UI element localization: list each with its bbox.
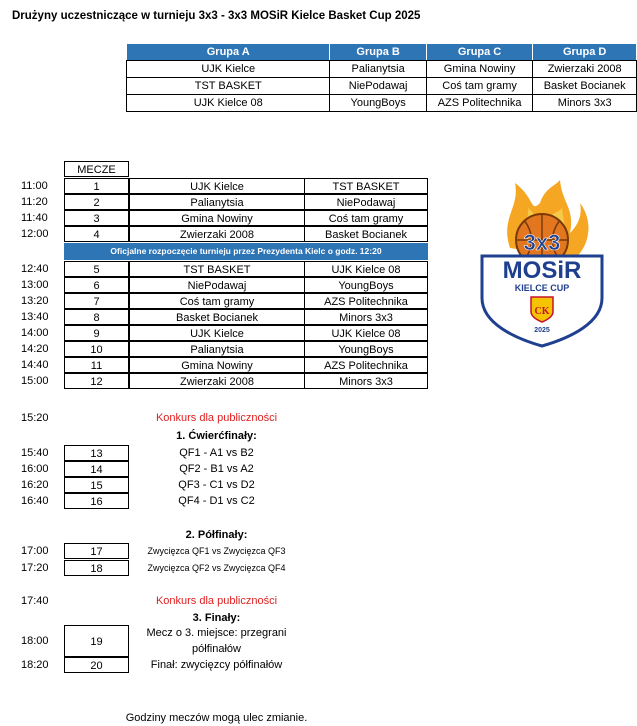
- match-away: AZS Politechnika: [304, 357, 428, 373]
- match-number: 20: [64, 657, 129, 673]
- match-away: Basket Bocianek: [304, 226, 428, 242]
- final-label-line2: półfinałów: [192, 643, 241, 655]
- group-cell: UJK Kielce 08: [127, 95, 330, 112]
- match-away: Minors 3x3: [304, 309, 428, 325]
- match-number: 2: [64, 194, 129, 210]
- quarterfinals-heading: 1. Ćwierćfinały:: [176, 430, 257, 442]
- groups-table: [126, 43, 637, 112]
- match-home: Gmina Nowiny: [129, 210, 305, 226]
- match-number: 17: [64, 543, 129, 559]
- match-home: UJK Kielce: [129, 325, 305, 341]
- match-number: 4: [64, 226, 129, 242]
- group-cell: YoungBoys: [330, 95, 426, 112]
- group-cell: NiePodawaj: [330, 78, 426, 95]
- match-number: 1: [64, 178, 129, 194]
- match-away: NiePodawaj: [304, 194, 428, 210]
- match-time: 13:40: [21, 311, 49, 323]
- match-time: 12:00: [21, 228, 49, 240]
- logo-text-kielce-cup: KIELCE CUP: [514, 283, 570, 293]
- match-time: 13:00: [21, 279, 49, 291]
- tournament-logo: [470, 178, 610, 348]
- match-home: Palianytsia: [129, 341, 305, 357]
- match-number: 15: [64, 477, 129, 493]
- match-number: 16: [64, 493, 129, 509]
- match-home: Zwierzaki 2008: [129, 373, 305, 389]
- quarterfinal-label: QF3 - C1 vs D2: [178, 479, 255, 491]
- match-number: 11: [64, 357, 129, 373]
- match-home: Coś tam gramy: [129, 293, 305, 309]
- finals-heading: 3. Finały:: [192, 612, 241, 624]
- match-away: TST BASKET: [304, 178, 428, 194]
- final-label-line1: Mecz o 3. miejsce: przegrani: [146, 627, 287, 639]
- match-home: UJK Kielce: [129, 178, 305, 194]
- semifinals-heading: 2. Półfinały:: [185, 529, 248, 541]
- semifinal-label: Zwycięzca QF1 vs Zwycięzca QF3: [147, 546, 286, 556]
- match-time: 11:20: [21, 196, 48, 208]
- match-time: 11:40: [21, 212, 48, 224]
- group-cell: AZS Politechnika: [426, 95, 533, 112]
- match-away: YoungBoys: [304, 341, 428, 357]
- match-time: 14:00: [21, 327, 49, 339]
- contest-time: 15:20: [21, 412, 49, 424]
- match-home: Basket Bocianek: [129, 309, 305, 325]
- page-title: Drużyny uczestniczące w turnieju 3x3 - 3x3 MOSiR Kielce Basket Cup 2025: [12, 10, 421, 22]
- group-cell: Zwierzaki 2008: [533, 61, 637, 78]
- match-number: 6: [64, 277, 129, 293]
- group-b-header: Grupa B: [330, 44, 426, 61]
- match-away: UJK Kielce 08: [304, 261, 428, 277]
- match-away: AZS Politechnika: [304, 293, 428, 309]
- match-home: Zwierzaki 2008: [129, 226, 305, 242]
- match-home: Gmina Nowiny: [129, 357, 305, 373]
- match-number: 13: [64, 445, 129, 461]
- groups-header-row: [127, 44, 637, 61]
- group-cell: UJK Kielce: [127, 61, 330, 78]
- group-cell: Minors 3x3: [533, 95, 637, 112]
- match-number: 12: [64, 373, 129, 389]
- match-time: 17:20: [21, 562, 49, 574]
- match-number: 8: [64, 309, 129, 325]
- match-time: 18:00: [21, 635, 49, 647]
- footer-note: Godziny meczów mogą ulec zmianie.: [125, 712, 308, 724]
- group-cell: Palianytsia: [330, 61, 426, 78]
- match-number: 7: [64, 293, 129, 309]
- match-home: NiePodawaj: [129, 277, 305, 293]
- quarterfinal-label: QF2 - B1 vs A2: [179, 463, 254, 475]
- match-time: 15:00: [21, 375, 49, 387]
- group-c-header: Grupa C: [426, 44, 533, 61]
- match-home: Palianytsia: [129, 194, 305, 210]
- logo-graphic: [470, 178, 610, 348]
- contest-time: 17:40: [21, 595, 49, 607]
- match-time: 14:20: [21, 343, 49, 355]
- group-cell: Gmina Nowiny: [426, 61, 533, 78]
- groups-row: [127, 61, 637, 78]
- group-cell: Coś tam gramy: [426, 78, 533, 95]
- opening-banner: Oficjalne rozpoczęcie turnieju przez Prezydenta Kielc o godz. 12:20: [64, 243, 428, 260]
- logo-text-mosir: MOSiR: [502, 257, 582, 284]
- match-time: 16:00: [21, 463, 49, 475]
- match-away: Coś tam gramy: [304, 210, 428, 226]
- match-number: 10: [64, 341, 129, 357]
- match-time: 17:00: [21, 545, 49, 557]
- groups-row: [127, 78, 637, 95]
- match-number: 18: [64, 560, 129, 576]
- match-home: TST BASKET: [129, 261, 305, 277]
- match-number: 3: [64, 210, 129, 226]
- match-time: 13:20: [21, 295, 49, 307]
- match-time: 15:40: [21, 447, 49, 459]
- match-number: 9: [64, 325, 129, 341]
- semifinal-label: Zwycięzca QF2 vs Zwycięzca QF4: [147, 563, 286, 573]
- match-number: 19: [64, 625, 129, 657]
- match-away: YoungBoys: [304, 277, 428, 293]
- logo-text-3x3: 3x3: [523, 230, 561, 255]
- groups-row: [127, 95, 637, 112]
- match-number: 14: [64, 461, 129, 477]
- match-time: 16:40: [21, 495, 49, 507]
- matches-header: MECZE: [64, 161, 129, 177]
- match-away: Minors 3x3: [304, 373, 428, 389]
- quarterfinal-label: QF1 - A1 vs B2: [179, 447, 254, 459]
- final-label: Finał: zwycięzcy półfinałów: [150, 659, 283, 671]
- match-time: 12:40: [21, 263, 49, 275]
- logo-year: 2025: [534, 327, 550, 334]
- match-time: 14:40: [21, 359, 49, 371]
- match-away: UJK Kielce 08: [304, 325, 428, 341]
- group-cell: Basket Bocianek: [533, 78, 637, 95]
- match-time: 16:20: [21, 479, 49, 491]
- group-d-header: Grupa D: [533, 44, 637, 61]
- match-time: 11:00: [21, 180, 48, 192]
- quarterfinal-label: QF4 - D1 vs C2: [178, 495, 255, 507]
- crest-text: CK: [534, 306, 550, 317]
- contest-label: Konkurs dla publiczności: [155, 412, 278, 424]
- group-cell: TST BASKET: [127, 78, 330, 95]
- group-a-header: Grupa A: [127, 44, 330, 61]
- contest-label: Konkurs dla publiczności: [155, 595, 278, 607]
- match-number: 5: [64, 261, 129, 277]
- match-time: 18:20: [21, 659, 49, 671]
